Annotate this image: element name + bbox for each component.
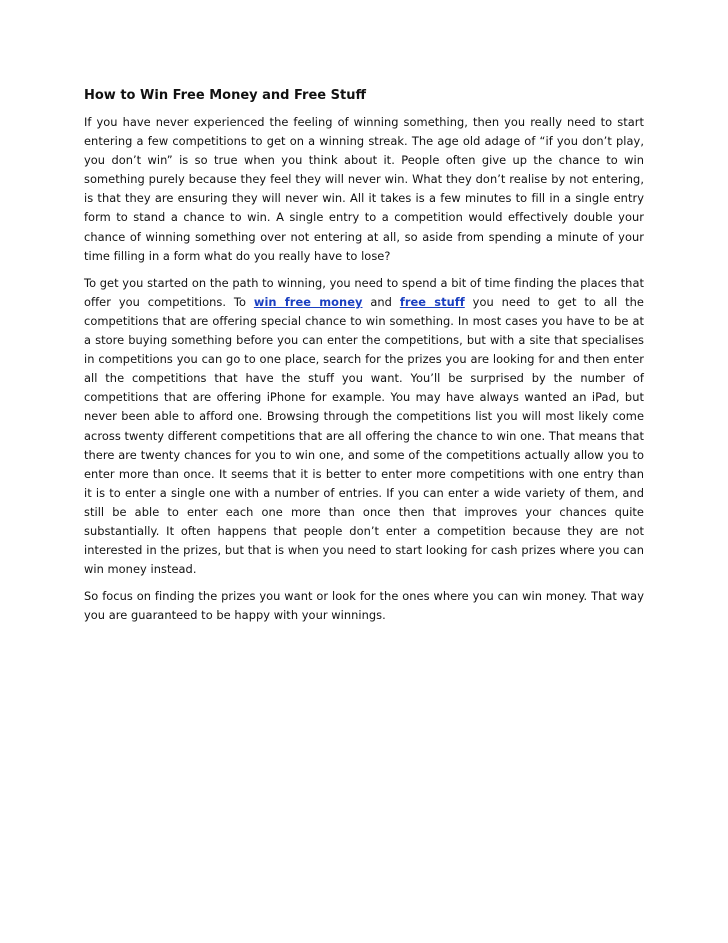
document-page — [84, 86, 644, 633]
paragraph-text-segment: and — [362, 294, 400, 309]
paragraph-text-segment: you need to get to all the competitions that are offering special chance to win something. In most cases you have to be at a store buying something before you can enter the competitions, but with a site that specialises in competitions you can go to one place, search for the prizes you are looking for and then enter all the competitions that have the stuff you want. You’ll be surprised by the number of competitions that are offering iPhone for example. You may have always wanted an iPad, but never been able to afford one. Browsing through the competitions list you will most likely come across twenty different competitions that are all offering the chance to win one. That means that there are twenty chances for you to win one, and some of the competitions actually allow you to enter more than once. It seems that it is better to enter more competitions with one entry than it is to enter a single one with a number of entries. If you can enter a wide variety of them, and still be able to enter each one more than once then that improves your chances quite substantially. It often happens that people don’t enter a competition because they are not interested in the prizes, but that is when you need to start looking for cash prizes where you can win money instead. — [84, 294, 644, 577]
win-free-money-link[interactable]: win free money — [253, 294, 363, 309]
document-title: How to Win Free Money and Free Stuff — [84, 88, 366, 103]
free-stuff-link[interactable]: free stuff — [399, 294, 465, 309]
paragraph-intro: If you have never experienced the feeling of winning something, then you really need to start entering a few competitions to get on a winning streak. The age old adage of “if you don’t play, you don’t win” is so true when you think about it. People often give up the chance to win something purely because they feel they will never win. What they don’t realise by not entering, is that they are ensuring they will never win. All it takes is a few minutes to fill in a single entry form to stand a chance to win. A single entry to a competition would effectively double your chance of winning something over not entering at all, so aside from spending a minute of your time filling in a form what do you really have to lose? — [84, 115, 644, 263]
paragraph-conclusion: So focus on finding the prizes you want or look for the ones where you can win money. That way you are guaranteed to be happy with your winnings. — [84, 589, 644, 623]
paragraph-getting-started — [84, 274, 644, 580]
paragraph-text-segment: To get you started on the path to winning, you need to spend a bit of time finding the places that offer you competitions. To — [84, 275, 644, 309]
